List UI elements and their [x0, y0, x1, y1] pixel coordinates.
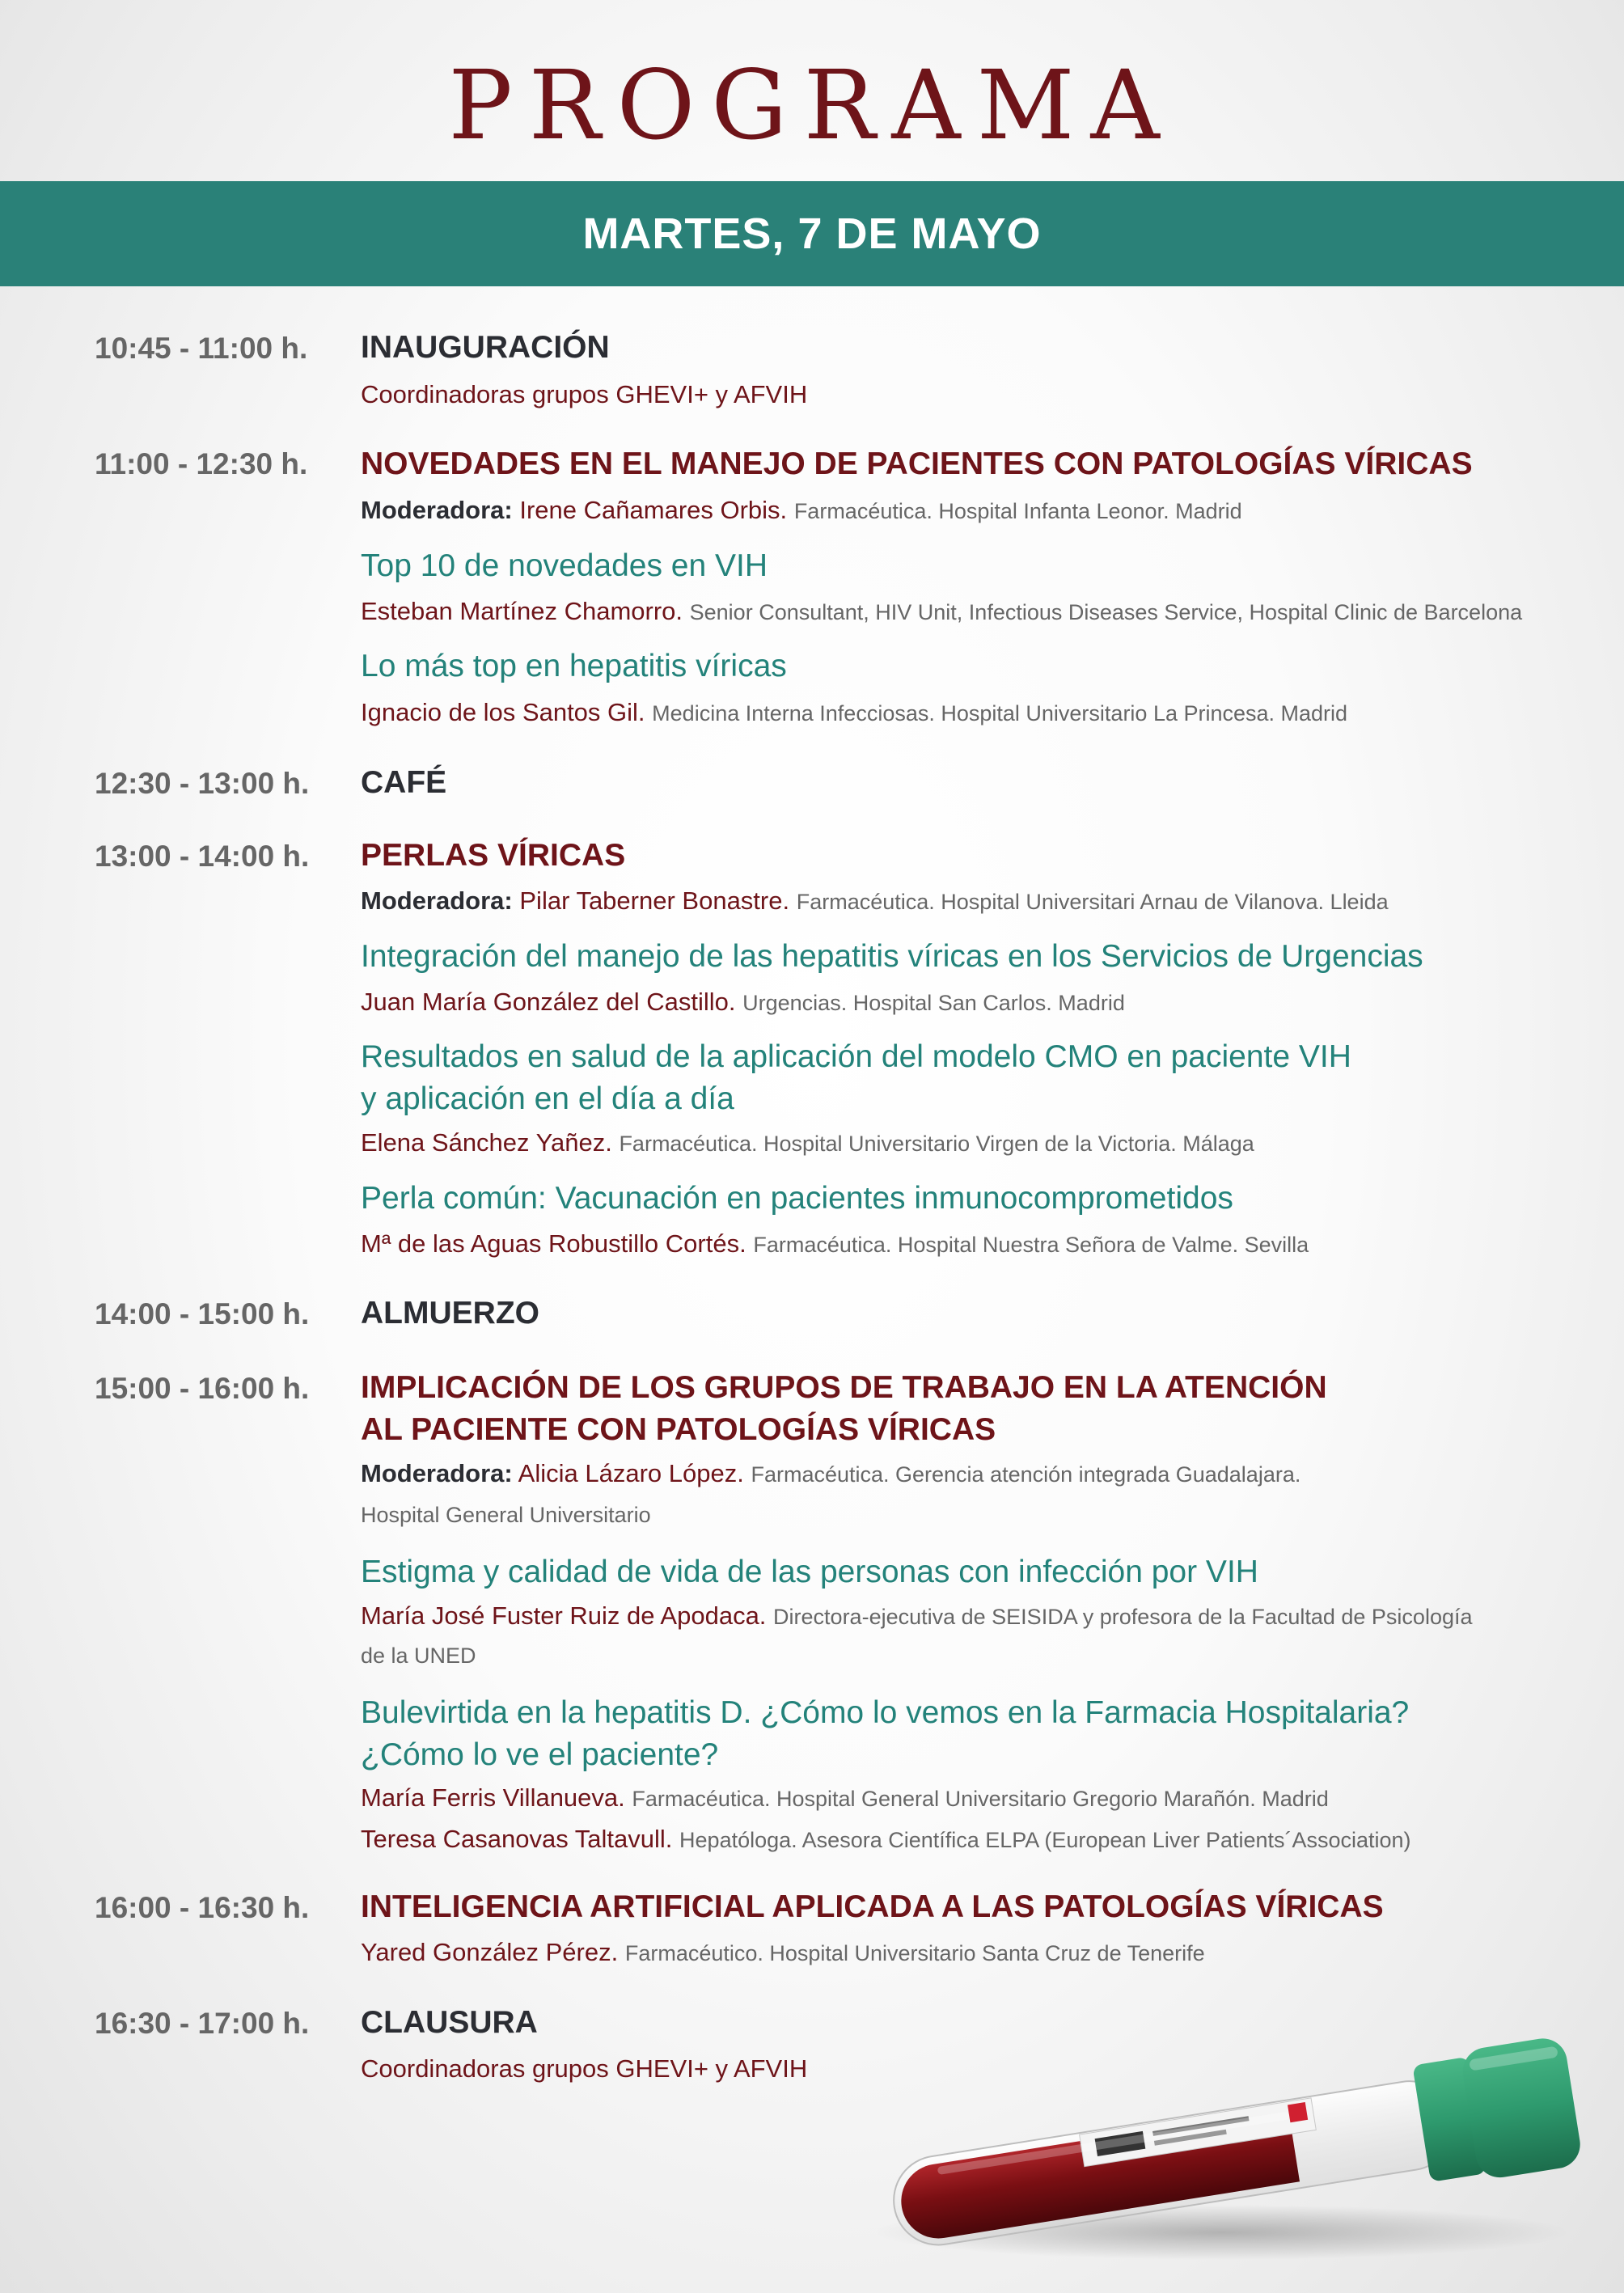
- session-time: 16:30 - 17:00 h.: [95, 2007, 310, 2040]
- speaker-affiliation-continued: de la UNED: [361, 1644, 476, 1668]
- speaker-affiliation: Urgencias. Hospital San Carlos. Madrid: [742, 991, 1125, 1015]
- speaker-affiliation: Farmacéutica. Hospital Nuestra Señora de Valme. Sevilla: [753, 1233, 1309, 1257]
- session-time: 10:45 - 11:00 h.: [95, 332, 308, 365]
- speaker-line: [361, 1224, 1574, 1265]
- session-note: [361, 374, 1574, 415]
- moderator-line: [361, 1453, 1574, 1495]
- speaker-affiliation: Directora-ejecutiva de SEISIDA y profesora de la Facultad de Psicología: [773, 1605, 1473, 1629]
- speaker-affiliation: Senior Consultant, HIV Unit, Infectious Diseases Service, Hospital Clinic de Barcelona: [689, 600, 1523, 624]
- session-note-text: Coordinadoras grupos GHEVI+ y AFVIH: [361, 380, 808, 408]
- speaker-affiliation: Farmacéutica. Hospital Universitario Virgen de la Victoria. Málaga: [619, 1132, 1254, 1156]
- talk-title: Perla común: Vacunación en pacientes inmunocomprometidos: [361, 1181, 1233, 1216]
- session-title: PERLAS VÍRICAS: [361, 838, 626, 873]
- session-time: 11:00 - 12:30 h.: [95, 447, 308, 480]
- speaker-affiliation: Hepatóloga. Asesora Científica ELPA (European Liver Patients´Association): [679, 1828, 1411, 1852]
- moderator-label: Moderadora:: [361, 1459, 513, 1487]
- moderator-affiliation: Farmacéutica. Hospital Universitari Arnau de Vilanova. Lleida: [796, 890, 1389, 914]
- talk-title: Lo más top en hepatitis víricas: [361, 649, 787, 683]
- talk-title: Top 10 de novedades en VIH: [361, 548, 768, 583]
- session-title: IMPLICACIÓN DE LOS GRUPOS DE TRABAJO EN LA ATENCIÓN: [361, 1370, 1327, 1405]
- day-label: MARTES, 7 DE MAYO: [582, 209, 1042, 258]
- moderator-label: Moderadora:: [361, 886, 513, 915]
- session-title: ALMUERZO: [361, 1296, 539, 1331]
- talk-title: Bulevirtida en la hepatitis D. ¿Cómo lo vemos en la Farmacia Hospitalaria?: [361, 1695, 1410, 1730]
- speaker-name: Elena Sánchez Yañez.: [361, 1128, 612, 1157]
- speaker-line: [361, 982, 1574, 1023]
- speaker-name: Teresa Casanovas Taltavull.: [361, 1825, 673, 1853]
- speaker-name: Esteban Martínez Chamorro.: [361, 597, 683, 625]
- moderator-label: Moderadora:: [361, 496, 513, 524]
- moderator-affiliation: Farmacéutica. Hospital Infanta Leonor. Madrid: [793, 499, 1242, 523]
- session-title: INAUGURACIÓN: [361, 330, 610, 365]
- moderator-name: Pilar Taberner Bonastre.: [519, 886, 790, 915]
- speaker-name: María Ferris Villanueva.: [361, 1783, 625, 1812]
- speaker-line: [361, 692, 1574, 734]
- session-note-text: Coordinadoras grupos GHEVI+ y AFVIH: [361, 2054, 808, 2083]
- speaker-name: Ignacio de los Santos Gil.: [361, 698, 645, 726]
- speaker-line: [361, 1596, 1574, 1637]
- moderator-affiliation: Farmacéutica. Gerencia atención integrada Guadalajara.: [751, 1462, 1301, 1487]
- page-title: PROGRAMA: [448, 49, 1176, 161]
- session-time: 12:30 - 13:00 h.: [95, 767, 310, 800]
- session-time: 14:00 - 15:00 h.: [95, 1297, 310, 1331]
- speaker-affiliation: Farmacéutica. Hospital General Universitario Gregorio Marañón. Madrid: [632, 1787, 1329, 1811]
- moderator-affiliation-continued: Hospital General Universitario: [361, 1503, 651, 1527]
- session-title: CAFÉ: [361, 765, 447, 800]
- speaker-name: Yared González Pérez.: [361, 1938, 619, 1966]
- blood-tube-icon: [841, 2022, 1593, 2273]
- session-title: NOVEDADES EN EL MANEJO DE PACIENTES CON PATOLOGÍAS VÍRICAS: [361, 446, 1473, 481]
- talk-title-continued: y aplicación en el día a día: [361, 1081, 734, 1116]
- session-title: CLAUSURA: [361, 2005, 538, 2040]
- speaker-name: Mª de las Aguas Robustillo Cortés.: [361, 1229, 746, 1258]
- session-time: 13:00 - 14:00 h.: [95, 840, 310, 873]
- speaker-name: Juan María González del Castillo.: [361, 988, 736, 1016]
- moderator-line: [361, 490, 1574, 531]
- blood-tube-image: [841, 2022, 1593, 2273]
- speaker-line: [361, 1932, 1574, 1974]
- moderator-name: Irene Cañamares Orbis.: [519, 496, 788, 524]
- talk-title-continued: ¿Cómo lo ve el paciente?: [361, 1737, 719, 1772]
- speaker-line: [361, 1778, 1574, 1819]
- session-time: 16:00 - 16:30 h.: [95, 1891, 310, 1924]
- session-title-continued: AL PACIENTE CON PATOLOGÍAS VÍRICAS: [361, 1412, 996, 1447]
- session-title: INTELIGENCIA ARTIFICIAL APLICADA A LAS PATOLOGÍAS VÍRICAS: [361, 1889, 1384, 1924]
- day-banner: [0, 181, 1624, 286]
- speaker-name: María José Fuster Ruiz de Apodaca.: [361, 1601, 767, 1630]
- speaker-line: [361, 591, 1574, 632]
- talk-title: Estigma y calidad de vida de las personas con infección por VIH: [361, 1555, 1258, 1589]
- speaker-line: [361, 1819, 1574, 1860]
- speaker-line: [361, 1123, 1574, 1164]
- moderator-line: [361, 881, 1574, 922]
- session-time: 15:00 - 16:00 h.: [95, 1372, 310, 1405]
- speaker-affiliation: Farmacéutico. Hospital Universitario Santa Cruz de Tenerife: [624, 1941, 1205, 1965]
- talk-title: Integración del manejo de las hepatitis víricas en los Servicios de Urgencias: [361, 939, 1423, 974]
- speaker-affiliation: Medicina Interna Infecciosas. Hospital Universitario La Princesa. Madrid: [652, 701, 1348, 726]
- moderator-name: Alicia Lázaro López.: [518, 1459, 744, 1487]
- talk-title: Resultados en salud de la aplicación del modelo CMO en paciente VIH: [361, 1039, 1351, 1074]
